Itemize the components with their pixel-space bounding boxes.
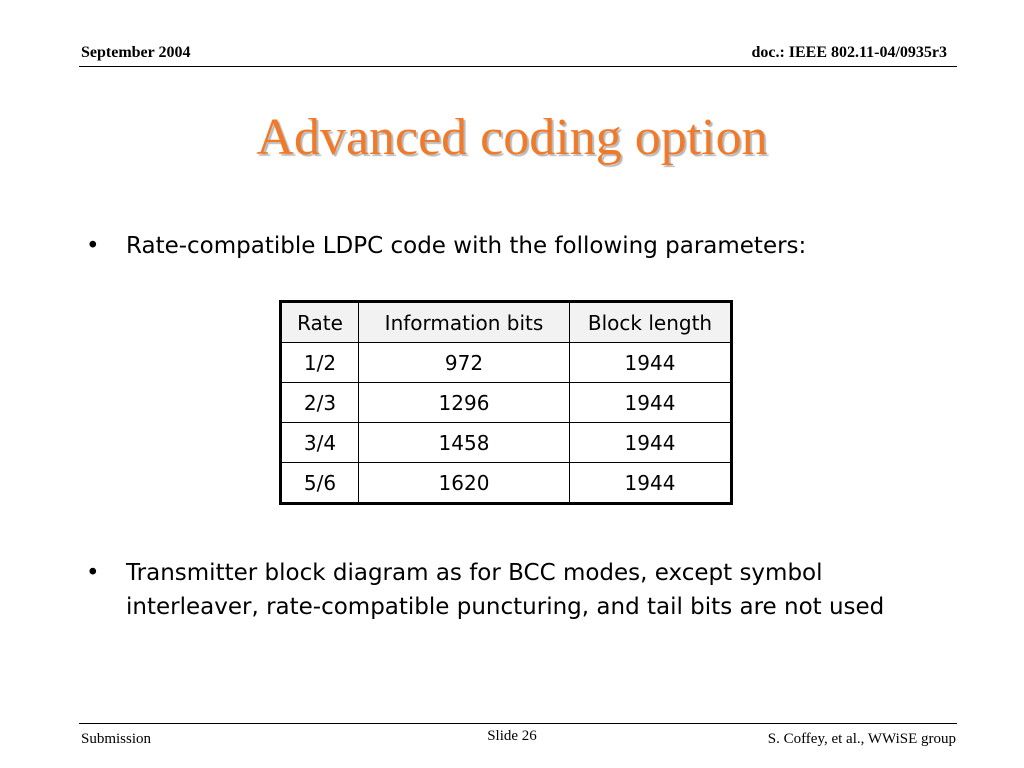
cell-rate: 3/4 <box>281 423 359 463</box>
table-row <box>281 463 732 504</box>
cell-block-length: 1944 <box>570 463 732 504</box>
header-doc-id: doc.: IEEE 802.11-04/0935r3 <box>751 44 947 61</box>
slide-title: Advanced coding option <box>256 109 768 166</box>
parameters-table <box>279 300 733 505</box>
bullet-marker: • <box>86 233 100 259</box>
cell-information-bits: 1620 <box>359 463 570 504</box>
cell-rate: 2/3 <box>281 383 359 423</box>
cell-block-length: 1944 <box>570 383 732 423</box>
cell-information-bits: 972 <box>359 343 570 383</box>
cell-rate: 1/2 <box>281 343 359 383</box>
table-row <box>281 383 732 423</box>
cell-information-bits: 1458 <box>359 423 570 463</box>
cell-block-length: 1944 <box>570 343 732 383</box>
footer-divider <box>79 723 957 724</box>
cell-information-bits: 1296 <box>359 383 570 423</box>
table-row <box>281 423 732 463</box>
cell-rate: 5/6 <box>281 463 359 504</box>
bullet-text-transmitter: Transmitter block diagram as for BCC modes, except symbol interleaver, rate-compatible puncturing, and tail bits are not used <box>126 560 885 620</box>
bullet-text-ldpc: Rate-compatible LDPC code with the following parameters: <box>126 233 807 259</box>
bullet-marker: • <box>86 560 100 586</box>
footer-authors: S. Coffey, et al., WWiSE group <box>767 731 956 747</box>
column-header-information-bits: Information bits <box>359 302 570 343</box>
header-date: September 2004 <box>81 44 191 61</box>
column-header-rate: Rate <box>281 302 359 343</box>
table-row <box>281 343 732 383</box>
cell-block-length: 1944 <box>570 423 732 463</box>
header-divider <box>79 66 957 67</box>
footer-slide-number: Slide 26 <box>487 728 537 744</box>
table-header-row <box>281 302 732 343</box>
footer-submission: Submission <box>81 731 152 747</box>
column-header-block-length: Block length <box>570 302 732 343</box>
